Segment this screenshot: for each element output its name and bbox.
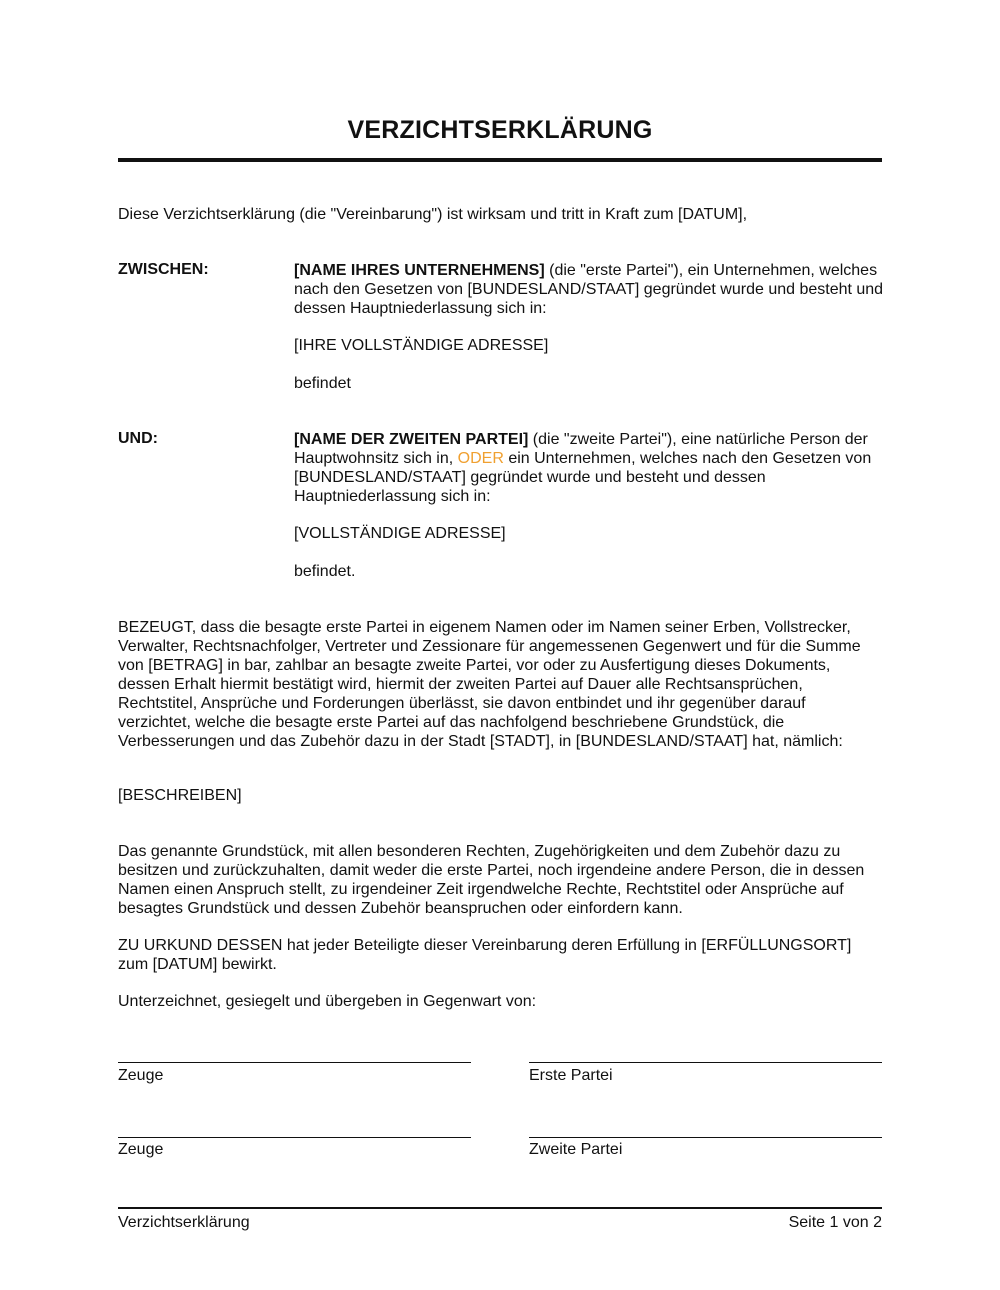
in-witness-paragraph: ZU URKUND DESSEN hat jeder Beteiligte dieser Vereinbarung deren Erfüllung in [ERFÜLLUNGSORT] zum [DATUM] bewirkt. [118, 937, 852, 973]
second-party-name: [NAME DER ZWEITEN PARTEI] [294, 431, 529, 448]
and-label: UND: [118, 430, 158, 447]
first-party-description [294, 261, 884, 318]
describe-placeholder: [BESCHREIBEN] [118, 787, 242, 804]
second-party-description [294, 430, 884, 506]
footer-document-name: Verzichtserklärung [118, 1214, 250, 1231]
signature-line-witness-2 [118, 1137, 471, 1138]
first-party-label: Erste Partei [529, 1067, 613, 1084]
document-title: VERZICHTSERKLÄRUNG [347, 116, 653, 144]
first-party-located: befindet [294, 375, 351, 392]
witnessed-paragraph: BEZEUGT, dass die besagte erste Partei in eigenem Namen oder im Namen seiner Erben, Vollstrecker, Verwalter, Rechtsnachfolger, Vertreter und Zessionare für angemessenen Gegenwert und für die Summe von [BETRAG] in bar, zahlbar an besagte zweite Partei, vor oder zu Ausfertigung dieses Dokuments, dessen Erhalt hiermit bestätigt wird, hiermit der zweiten Partei auf Dauer alle Rechtsansprüchen, Rechtstitel, Ansprüche und Forderungen überlässt, sie davon entbindet und ihr gegenüber darauf verzichtet, welche die besagte erste Partei auf das nachfolgend beschriebene Grundstück, die Verbesserungen und das Zubehör dazu in der Stadt [STADT], in [BUNDESLAND/STAAT] hat, nämlich: [118, 619, 861, 750]
intro-paragraph: Diese Verzichtserklärung (die "Vereinbarung") ist wirksam und tritt in Kraft zum [DATUM], [118, 206, 748, 223]
signature-line-second-party [529, 1137, 882, 1138]
signature-line-witness-1 [118, 1062, 471, 1063]
second-party-text-before: (die "zweite Partei"), eine natürliche Person der Hauptwohnsitz sich in, [294, 431, 868, 467]
witness-1-label: Zeuge [118, 1067, 164, 1084]
property-paragraph: Das genannte Grundstück, mit allen besonderen Rechten, Zugehörigkeiten und dem Zubehör dazu zu besitzen und zurückzuhalten, damit weder die erste Partei, noch irgendeine andere Person, die in dessen Namen einen Anspruch stellt, zu irgendeiner Zeit irgendwelche Rechte, Rechtstitel oder Ansprüche auf besagtes Grundstück und dessen Zubehör beanspruchen oder einfordern kann. [118, 843, 865, 917]
footer-divider [118, 1207, 882, 1209]
footer-page-number: Seite 1 von 2 [788, 1214, 882, 1231]
second-party-label: Zweite Partei [529, 1141, 623, 1158]
witness-2-label: Zeuge [118, 1141, 164, 1158]
first-party-text: (die "erste Partei"), ein Unternehmen, welches nach den Gesetzen von [BUNDESLAND/STAAT] gegründet wurde und besteht und dessen Hauptniederlassung sich in: [294, 262, 884, 317]
second-party-address: [VOLLSTÄNDIGE ADRESSE] [294, 525, 506, 542]
between-label: ZWISCHEN: [118, 261, 209, 278]
title-divider [118, 158, 882, 162]
first-party-name: [NAME IHRES UNTERNEHMENS] [294, 262, 545, 279]
signed-paragraph: Unterzeichnet, gesiegelt und übergeben in Gegenwart von: [118, 993, 537, 1010]
second-party-text-after: ein Unternehmen, welches nach den Gesetzen von [BUNDESLAND/STAAT] gegründet wurde und besteht und dessen Hauptniederlassung sich in: [294, 450, 872, 505]
first-party-address: [IHRE VOLLSTÄNDIGE ADRESSE] [294, 337, 549, 354]
document-page [118, 0, 882, 1290]
signature-line-first-party [529, 1062, 882, 1063]
second-party-located: befindet. [294, 563, 356, 580]
oder-highlight: ODER [457, 450, 504, 467]
